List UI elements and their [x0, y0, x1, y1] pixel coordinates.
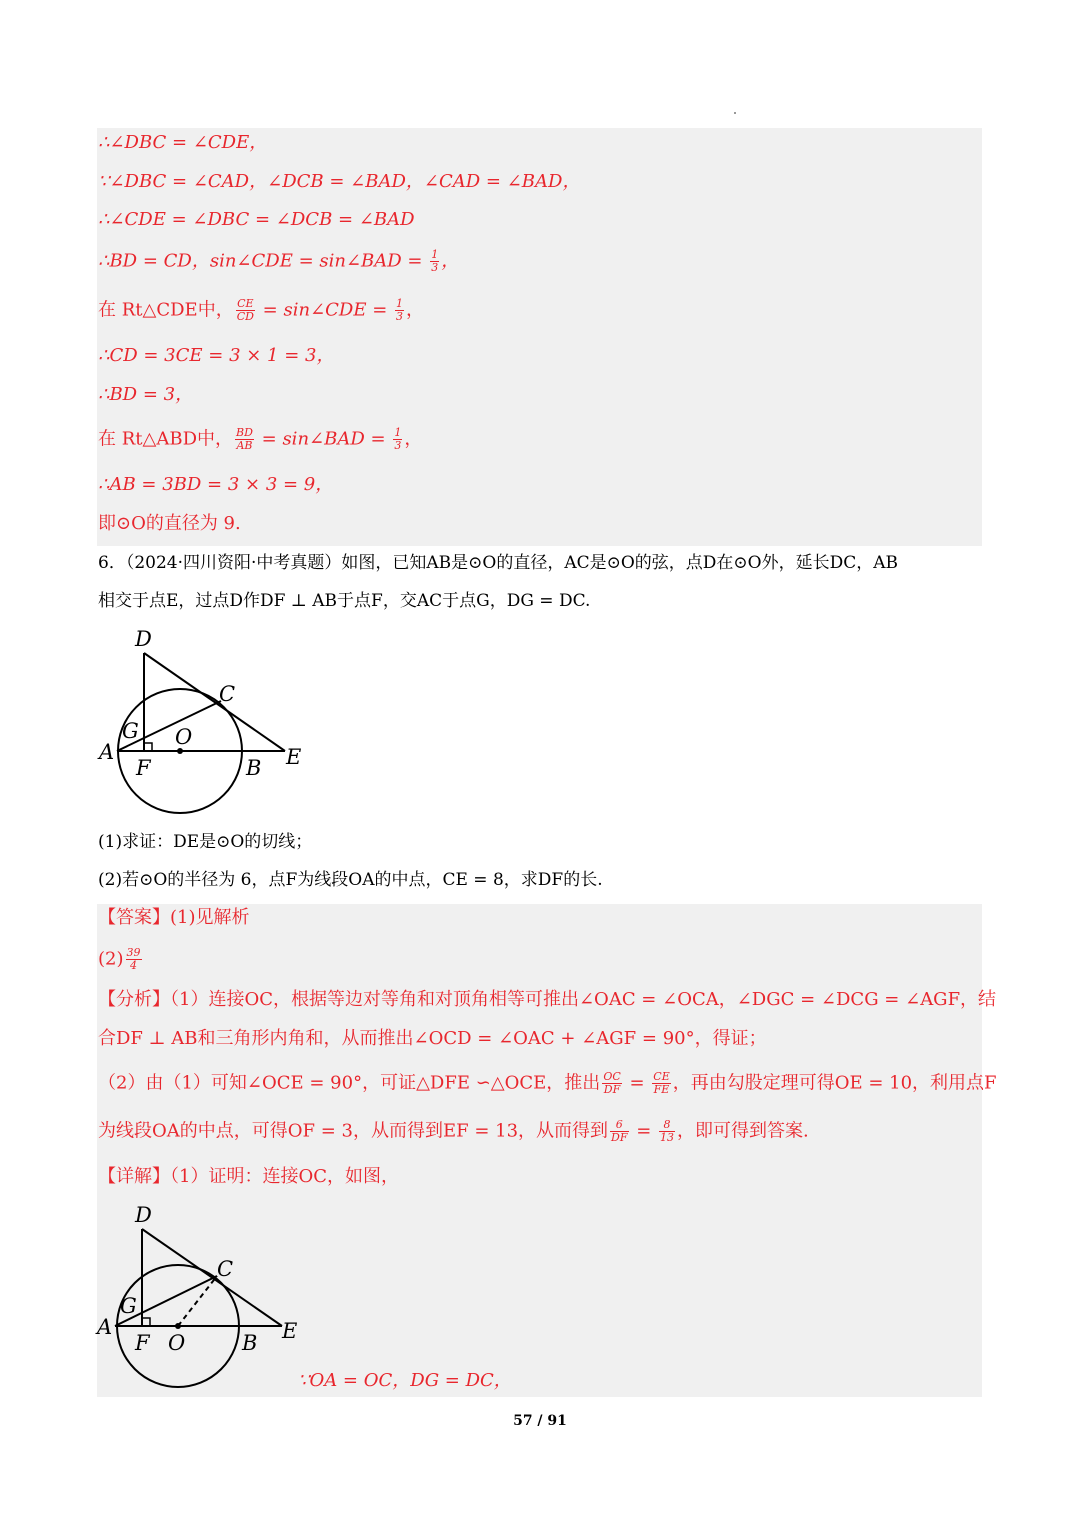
answer-line: (2) $\frac{39}{4}$ [98, 946, 141, 972]
label-F: F [135, 1331, 150, 1355]
label-D: D [135, 1203, 152, 1227]
label-B: B [246, 756, 262, 780]
analysis-line: （2）由（1）可知∠OCE = 90°，可证△DFE ∽△OCE，推出 $\frac{OC}{DF}$ = $\frac{CE}{FE}$ ，再由勾股定理可得OE = 10，利用点F [98, 1070, 997, 1096]
fraction: $\frac{CE}{FE}$ [653, 1070, 670, 1096]
fraction: $\frac{1}{3}$ [431, 248, 439, 274]
label-C: C [217, 1257, 234, 1281]
geometry-figure-solution [95, 1198, 315, 1394]
label-F: F [136, 756, 151, 780]
label-E: E [282, 1319, 298, 1343]
speck [734, 112, 736, 114]
geometry-figure [95, 622, 315, 818]
problem-part: (2)若⊙O的半径为 6，点F为线段OA的中点，CE = 8，求DF的长. [98, 870, 603, 890]
fraction: $\frac{8}{13}$ [660, 1118, 675, 1144]
fraction: $\frac{39}{4}$ [126, 946, 141, 972]
analysis-line: 【分析】（1）连接OC，根据等边对等角和对顶角相等可推出∠OAC = ∠OCA，∠DGC = ∠DCG = ∠AGF，结 [98, 989, 997, 1010]
text-line: 在 Rt△ABD中， $\frac{BD}{AB}$ = sin∠BAD = $\frac{1}{3}$ ， [98, 426, 423, 452]
label-G: G [120, 1294, 137, 1318]
detail-line: ∵OA = OC，DG = DC， [298, 1370, 512, 1391]
text-line: ∴BD = CD，sin∠CDE = sin∠BAD = $\frac{1}{3}$ ， [98, 248, 460, 274]
text-line: ∴CD = 3CE = 3 × 1 = 3， [98, 345, 335, 366]
label-G: G [122, 719, 139, 743]
label-O: O [168, 1331, 186, 1355]
label-O: O [175, 725, 193, 749]
label-C: C [219, 682, 236, 706]
fraction: $\frac{OC}{DF}$ [603, 1070, 621, 1096]
label-A: A [99, 740, 115, 764]
answer-line: 【答案】(1)见解析 [98, 907, 250, 928]
page-number: 57 / 91 [513, 1413, 567, 1429]
problem-line: 相交于点E，过点D作DF ⊥ AB于点F，交AC于点G，DG = DC. [98, 591, 591, 611]
text-line: ∴∠CDE = ∠DBC = ∠DCB = ∠BAD [98, 209, 415, 230]
fraction: $\frac{1}{3}$ [396, 297, 404, 323]
text-line: 在 Rt△CDE中， $\frac{CE}{CD}$ = sin∠CDE = $\frac{1}{3}$ ， [98, 297, 425, 323]
text-line: ∵∠DBC = ∠CAD，∠DCB = ∠BAD，∠CAD = ∠BAD， [98, 171, 581, 192]
problem-part: (1)求证：DE是⊙O的切线； [98, 832, 313, 852]
label-A: A [97, 1315, 113, 1339]
text-line: ∴BD = 3， [98, 384, 194, 405]
analysis-line: 合DF ⊥ AB和三角形内角和，从而推出∠OCD = ∠OAC + ∠AGF = 90°，得证； [98, 1028, 767, 1049]
text-line: ∴AB = 3BD = 3 × 3 = 9， [98, 474, 334, 495]
text: ∴BD = CD，sin∠CDE = sin∠BAD = [98, 250, 429, 272]
fraction: $\frac{6}{DF}$ [611, 1118, 628, 1144]
label-B: B [242, 1331, 258, 1355]
text-line: ∴∠DBC = ∠CDE， [98, 132, 268, 153]
fraction: $\frac{1}{3}$ [394, 426, 402, 452]
problem-line: 6．（2024·四川资阳·中考真题）如图，已知AB是⊙O的直径，AC是⊙O的弦，点D在⊙O外，延长DC，AB [98, 553, 899, 573]
fraction: $\frac{BD}{AB}$ [236, 426, 253, 452]
detail-line: 【详解】（1）证明：连接OC，如图， [98, 1166, 399, 1187]
label-D: D [135, 627, 152, 651]
label-E: E [286, 745, 302, 769]
fraction: $\frac{CE}{CD}$ [236, 297, 254, 323]
text-line: 即⊙O的直径为 9. [98, 513, 241, 534]
analysis-line: 为线段OA的中点，可得OF = 3，从而得到EF = 13，从而得到 $\frac{6}{DF}$ = $\frac{8}{13}$ ，即可得到答案. [98, 1118, 809, 1144]
